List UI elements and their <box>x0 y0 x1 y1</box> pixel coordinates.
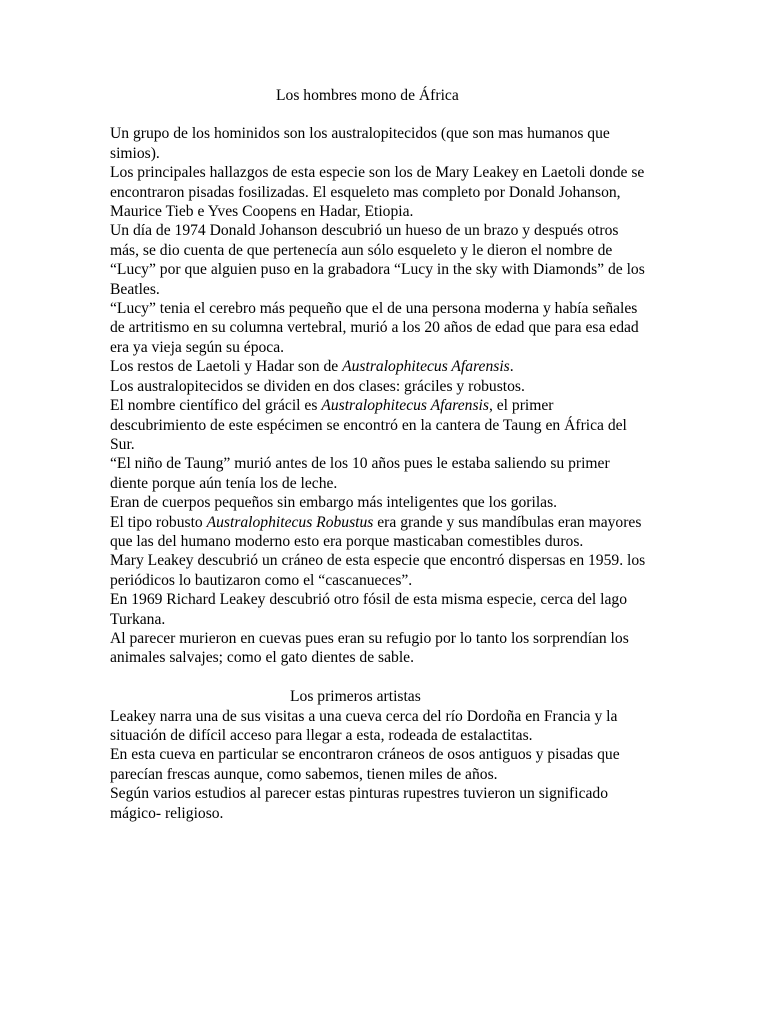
paragraph <box>110 299 650 357</box>
paragraph-text: era grande y sus mandíbulas eran mayores que las del humano moderno esto era porque masticaban comestibles duros. <box>110 513 642 550</box>
paragraph <box>110 221 650 299</box>
paragraph-text: Los australopitecidos se dividen en dos clases: gráciles y robustos. <box>110 377 525 395</box>
paragraph-text: El tipo robusto <box>110 513 207 531</box>
paragraph <box>110 396 650 454</box>
section-title-1: Los hombres mono de África <box>276 87 459 104</box>
paragraph <box>110 551 650 590</box>
paragraph-text: Leakey narra una de sus visitas a una cueva cerca del río Dordoña en Francia y la situación de difícil acceso para llegar a esta, rodeada de estalactitas. <box>110 707 618 744</box>
section-1-body <box>110 124 650 667</box>
paragraph-text: . <box>509 358 514 376</box>
italic-species-name: Australophitecus Afarensis <box>321 397 489 415</box>
paragraph <box>110 357 650 376</box>
section-2-body <box>110 707 650 823</box>
paragraph-text: Un grupo de los hominidos son los australopitecidos (que son mas humanos que simios). <box>110 125 610 162</box>
paragraph <box>110 454 650 493</box>
paragraph-text: En 1969 Richard Leakey descubrió otro fósil de esta misma especie, cerca del lago Turkana. <box>110 591 627 628</box>
paragraph <box>110 707 650 746</box>
section-gap <box>110 668 650 687</box>
paragraph-text: Al parecer murieron en cuevas pues eran su refugio por lo tanto los sorprendían los animales salvajes; como el gato dientes de sable. <box>110 629 629 667</box>
paragraph-text: Según varios estudios al parecer estas pinturas rupestres tuvieron un significado mágico- religioso. <box>110 785 609 822</box>
paragraph-text: , el primer descubrimiento de este espécimen se encontró en la cantera de Taung en África del Sur. <box>110 397 627 453</box>
paragraph-text: Eran de cuerpos pequeños sin embargo más inteligentes que los gorilas. <box>110 494 558 512</box>
paragraph-text: El nombre científico del grácil es <box>110 397 322 415</box>
document-page <box>110 86 650 823</box>
paragraph <box>110 745 650 784</box>
italic-species-name: Australophitecus Robustus <box>206 513 374 531</box>
paragraph-text: “El niño de Taung” murió antes de los 10 años pues le estaba saliendo su primer diente porque aún tenía los de leche. <box>110 455 610 492</box>
paragraph <box>110 377 650 396</box>
paragraph-text: Mary Leakey descubrió un cráneo de esta especie que encontró dispersas en 1959. los periódicos lo bautizaron como el “cascanueces”. <box>110 552 646 589</box>
paragraph <box>110 163 650 221</box>
paragraph-text: “Lucy” tenia el cerebro más pequeño que el de una persona moderna y había señales de artritismo en su columna vertebral, murió a los 20 años de edad que para esa edad era ya vieja según su época. <box>110 300 639 356</box>
section-title-2: Los primeros artistas <box>290 688 421 706</box>
paragraph <box>110 629 650 668</box>
paragraph-text: En esta cueva en particular se encontraron cráneos de osos antiguos y pisadas que parecían frescas aunque, como sabemos, tienen miles de años. <box>110 746 620 783</box>
paragraph <box>110 784 650 823</box>
paragraph-text: Los principales hallazgos de esta especie son los de Mary Leakey en Laetoli donde se encontraron pisadas fosilizadas. El esqueleto mas completo por Donald Johanson, Maurice Tieb e Yves Coopens en Hadar, Etiopia. <box>110 164 645 221</box>
paragraph <box>110 590 650 629</box>
paragraph-text: Un día de 1974 Donald Johanson descubrió un hueso de un brazo y después otros más, se dio cuenta de que pertenecía aun sólo esqueleto y le dieron el nombre de “Lucy” por que alguien puso en la grabadora “Lucy in the sky with Diamonds” de los Beatles. <box>110 222 645 298</box>
italic-species-name: Australophitecus Afarensis <box>342 358 510 376</box>
paragraph <box>110 124 650 163</box>
paragraph-text: Los restos de Laetoli y Hadar son de <box>110 358 343 376</box>
paragraph <box>110 513 650 552</box>
paragraph <box>110 493 650 512</box>
